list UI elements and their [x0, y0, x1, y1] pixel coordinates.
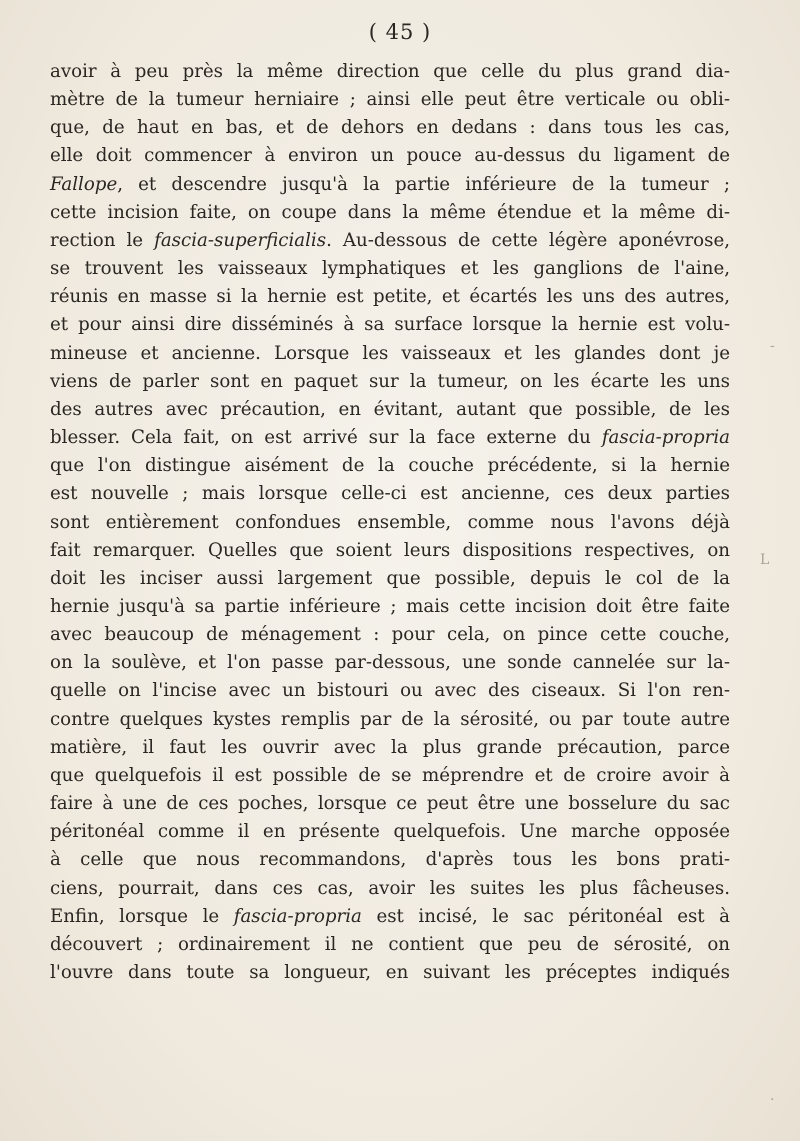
text-line [50, 340, 730, 368]
italic-term: Fallope [50, 173, 118, 195]
text-segment: mètre de la tumeur herniaire ; ainsi elle peut être verticale ou obli- [50, 89, 730, 111]
text-line [50, 283, 730, 311]
margin-mark: ‑ [770, 338, 775, 354]
text-line [50, 368, 730, 396]
body-text [50, 58, 730, 987]
text-segment: et pour ainsi dire disséminés à sa surface lorsque la hernie est volu- [50, 314, 730, 336]
text-segment: réunis en masse si la hernie est petite, et écartés les uns des autres, [50, 286, 730, 308]
text-segment: est incisé, le sac péritonéal est à [361, 905, 730, 927]
text-segment: avec beaucoup de ménagement : pour cela, on pince cette couche, [50, 624, 730, 646]
text-segment: rection le [50, 229, 155, 251]
text-line [50, 959, 730, 987]
text-line [50, 509, 730, 537]
text-line [50, 227, 730, 255]
text-line [50, 114, 730, 142]
margin-mark: . [770, 1088, 775, 1104]
text-line [50, 396, 730, 424]
text-segment: hernie jusqu'à sa partie inférieure ; mais cette incision doit être faite [50, 595, 730, 617]
text-line [50, 790, 730, 818]
text-segment: que, de haut en bas, et de dehors en dedans : dans tous les cas, [50, 117, 730, 139]
text-line [50, 621, 730, 649]
text-segment: matière, il faut les ouvrir avec la plus grande précaution, parce [50, 736, 730, 758]
text-segment: que l'on distingue aisément de la couche précédente, si la hernie [50, 455, 730, 477]
text-segment: sont entièrement confondues ensemble, comme nous l'avons déjà [50, 511, 730, 533]
text-segment: quelle on l'incise avec un bistouri ou avec des ciseaux. Si l'on ren- [50, 680, 730, 702]
text-segment: cette incision faite, on coupe dans la même étendue et la même di- [50, 201, 730, 223]
text-line [50, 171, 730, 199]
text-line [50, 846, 730, 874]
text-segment: elle doit commencer à environ un pouce au-dessus du ligament de [50, 145, 730, 167]
text-line [50, 565, 730, 593]
text-segment: , et descendre jusqu'à la partie inférieure de la tumeur ; [117, 173, 730, 195]
text-segment: . Au-dessous de cette légère aponévrose, [326, 229, 731, 251]
text-line [50, 818, 730, 846]
text-line [50, 452, 730, 480]
text-segment: fait remarquer. Quelles que soient leurs dispositions respectives, on [50, 539, 730, 561]
text-segment: avoir à peu près la même direction que celle du plus grand dia- [50, 61, 730, 82]
text-segment: des autres avec précaution, en évitant, autant que possible, de les [50, 398, 730, 420]
text-line [50, 199, 730, 227]
text-line [50, 734, 730, 762]
text-segment: ciens, pourrait, dans ces cas, avoir les suites les plus fâcheuses. [50, 877, 730, 899]
text-line [50, 677, 730, 705]
text-line [50, 480, 730, 508]
text-line [50, 424, 730, 452]
italic-term: fascia-propria [233, 905, 362, 927]
text-segment: découvert ; ordinairement il ne contient que peu de sérosité, on [50, 933, 730, 955]
text-segment: viens de parler sont en paquet sur la tumeur, on les écarte les uns [50, 370, 730, 392]
text-segment: mineuse et ancienne. Lorsque les vaisseaux et les glandes dont je [50, 342, 730, 364]
text-segment: à celle que nous recommandons, d'après tous les bons prati- [50, 849, 730, 871]
text-segment: que quelquefois il est possible de se méprendre et de croire avoir à [50, 764, 730, 786]
text-line [50, 593, 730, 621]
text-segment: blesser. Cela fait, on est arrivé sur la face externe du [50, 427, 602, 449]
text-segment: on la soulève, et l'on passe par-dessous, une sonde cannelée sur la- [50, 652, 730, 674]
text-segment: Enfin, lorsque le [50, 905, 234, 927]
text-segment: se trouvent les vaisseaux lymphatiques et les ganglions de l'aine, [50, 258, 730, 280]
text-segment: péritonéal comme il en présente quelquefois. Une marche opposée [50, 821, 730, 843]
text-segment: contre quelques kystes remplis par de la sérosité, ou par toute autre [50, 708, 730, 730]
text-line [50, 58, 730, 86]
italic-term: fascia-propria [601, 427, 730, 449]
text-line [50, 903, 730, 931]
text-line [50, 875, 730, 903]
text-line [50, 537, 730, 565]
page-number: ( 45 ) [368, 20, 432, 44]
text-line [50, 311, 730, 339]
text-line [50, 931, 730, 959]
text-line [50, 649, 730, 677]
text-line [50, 706, 730, 734]
italic-term: fascia-superficialis [154, 229, 327, 251]
margin-mark: L [760, 552, 770, 568]
text-line [50, 762, 730, 790]
text-segment: doit les inciser aussi largement que possible, depuis le col de la [50, 567, 730, 589]
text-segment: est nouvelle ; mais lorsque celle-ci est ancienne, ces deux parties [50, 483, 730, 505]
text-segment: faire à une de ces poches, lorsque ce peut être une bosselure du sac [50, 793, 730, 815]
text-line [50, 142, 730, 170]
text-segment: l'ouvre dans toute sa longueur, en suivant les préceptes indiqués [50, 962, 730, 983]
text-line [50, 86, 730, 114]
text-line [50, 255, 730, 283]
